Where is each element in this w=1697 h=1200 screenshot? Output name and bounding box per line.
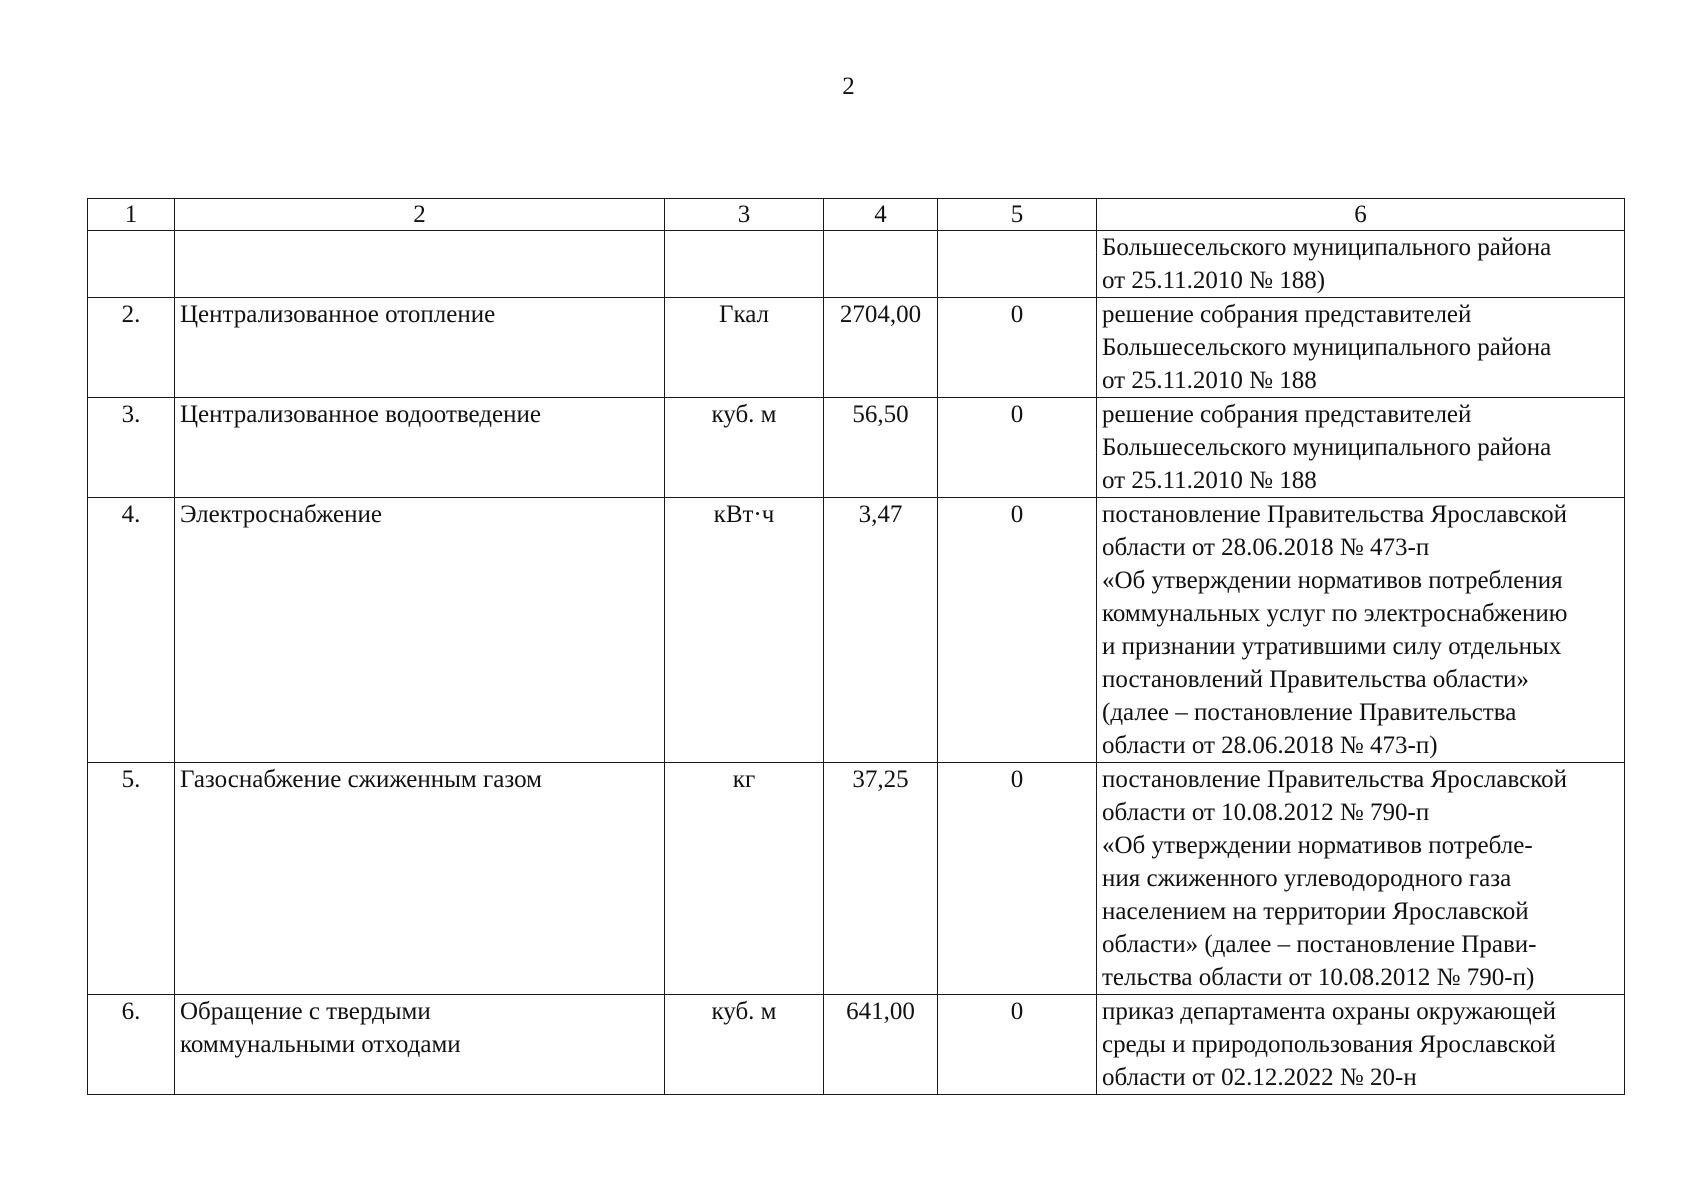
legal-basis-cell <box>1097 398 1625 498</box>
legal-basis-cell <box>1097 498 1625 763</box>
service-name-cell <box>175 995 665 1095</box>
unit-cell: куб. м <box>665 995 824 1095</box>
legal-basis-line: тельства области от 10.08.2012 № 790-п) <box>1102 964 1535 991</box>
legal-basis-line: «Об утверждении нормативов потребления <box>1102 567 1563 594</box>
legal-basis-line: Большесельского муниципального района <box>1102 434 1552 461</box>
norm-value-cell: 56,50 <box>824 398 938 498</box>
column-header-2: 2 <box>175 199 665 231</box>
service-name-line: коммунальными отходами <box>180 1031 461 1058</box>
unit-cell <box>665 231 824 298</box>
legal-basis-line: области от 28.06.2018 № 473-п <box>1102 534 1430 561</box>
service-name-line: Централизованное водоотведение <box>180 401 541 428</box>
column-5-cell: 0 <box>938 498 1097 763</box>
service-name-cell <box>175 398 665 498</box>
row-number-cell: 3. <box>88 398 175 498</box>
table-row <box>88 398 1625 498</box>
legal-basis-line: от 25.11.2010 № 188 <box>1102 367 1317 394</box>
legal-basis-line: приказ департамента охраны окружающей <box>1102 998 1557 1025</box>
legal-basis-line: Большесельского муниципального района <box>1102 334 1552 361</box>
legal-basis-line: (далее – постановление Правительства <box>1102 699 1517 726</box>
row-number-cell: 4. <box>88 498 175 763</box>
legal-basis-cell <box>1097 298 1625 398</box>
norm-value-cell: 37,25 <box>824 763 938 995</box>
legal-basis-line: «Об утверждении нормативов потребле- <box>1102 832 1533 859</box>
table-body <box>88 231 1625 1095</box>
legal-basis-line: от 25.11.2010 № 188 <box>1102 467 1317 494</box>
column-5-cell: 0 <box>938 298 1097 398</box>
legal-basis-line: решение собрания представителей <box>1102 401 1472 428</box>
legal-basis-line: Большесельского муниципального района <box>1102 234 1552 261</box>
legal-basis-line: постановление Правительства Ярославской <box>1102 766 1568 793</box>
column-header-5: 5 <box>938 199 1097 231</box>
legal-basis-line: от 25.11.2010 № 188) <box>1102 267 1326 294</box>
column-5-cell: 0 <box>938 995 1097 1095</box>
table-row <box>88 763 1625 995</box>
service-name-line: Централизованное отопление <box>180 301 496 328</box>
norm-value-cell: 2704,00 <box>824 298 938 398</box>
service-name-cell <box>175 763 665 995</box>
legal-basis-cell <box>1097 995 1625 1095</box>
row-number-cell <box>88 231 175 298</box>
legal-basis-line: постановление Правительства Ярославской <box>1102 501 1568 528</box>
legal-basis-line: области» (далее – постановление Прави- <box>1102 931 1537 958</box>
legal-basis-line: области от 10.08.2012 № 790-п <box>1102 799 1430 826</box>
service-name-line: Электроснабжение <box>180 501 382 528</box>
legal-basis-cell <box>1097 763 1625 995</box>
service-name-cell <box>175 231 665 298</box>
legal-basis-line: области от 28.06.2018 № 473-п) <box>1102 732 1438 759</box>
column-5-cell <box>938 231 1097 298</box>
table-header-row <box>88 199 1625 231</box>
row-number-cell: 6. <box>88 995 175 1095</box>
tariff-table <box>87 198 1625 1095</box>
unit-cell: кВт·ч <box>665 498 824 763</box>
legal-basis-line: среды и природопользования Ярославской <box>1102 1031 1556 1058</box>
legal-basis-line: ния сжиженного углеводородного газа <box>1102 865 1512 892</box>
norm-value-cell <box>824 231 938 298</box>
unit-cell: кг <box>665 763 824 995</box>
service-name-line: Газоснабжение сжиженным газом <box>180 766 542 793</box>
column-5-cell: 0 <box>938 398 1097 498</box>
norm-value-cell: 3,47 <box>824 498 938 763</box>
page-number: 2 <box>842 73 855 100</box>
row-number-cell: 2. <box>88 298 175 398</box>
column-header-1: 1 <box>88 199 175 231</box>
column-header-3: 3 <box>665 199 824 231</box>
legal-basis-line: и признании утратившими силу отдельных <box>1102 633 1562 660</box>
service-name-cell <box>175 498 665 763</box>
column-header-6: 6 <box>1097 199 1625 231</box>
legal-basis-line: населением на территории Ярославской <box>1102 898 1529 925</box>
legal-basis-cell <box>1097 231 1625 298</box>
legal-basis-line: коммунальных услуг по электроснабжению <box>1102 600 1568 627</box>
table-row <box>88 298 1625 398</box>
legal-basis-line: области от 02.12.2022 № 20-н <box>1102 1064 1417 1091</box>
unit-cell: Гкал <box>665 298 824 398</box>
service-name-cell <box>175 298 665 398</box>
table-row <box>88 231 1625 298</box>
row-number-cell: 5. <box>88 763 175 995</box>
table-row <box>88 995 1625 1095</box>
legal-basis-line: решение собрания представителей <box>1102 301 1472 328</box>
norm-value-cell: 641,00 <box>824 995 938 1095</box>
column-5-cell: 0 <box>938 763 1097 995</box>
unit-cell: куб. м <box>665 398 824 498</box>
legal-basis-line: постановлений Правительства области» <box>1102 666 1529 693</box>
table-row <box>88 498 1625 763</box>
column-header-4: 4 <box>824 199 938 231</box>
service-name-line: Обращение с твердыми <box>180 998 431 1025</box>
